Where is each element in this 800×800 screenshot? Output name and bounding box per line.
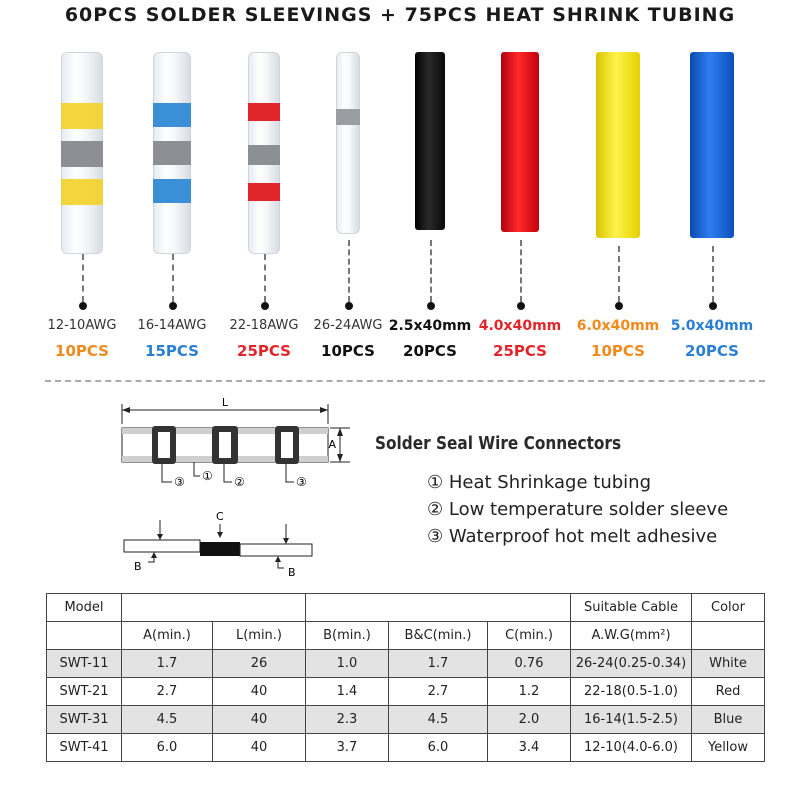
product-qty: 15PCS (145, 342, 199, 360)
table-cell: 40 (213, 734, 306, 762)
red-solder-sleeve-image (248, 52, 280, 254)
product-spec: 6.0x40mm (576, 318, 660, 334)
product-qty: 25PCS (493, 342, 547, 360)
product-spec: 12-10AWG (47, 318, 117, 333)
table-row (47, 650, 765, 678)
table-cell: 16-14(1.5-2.5) (571, 706, 692, 734)
label-C: C (216, 510, 224, 523)
product-qty: 10PCS (55, 342, 109, 360)
product-qty: 25PCS (237, 342, 291, 360)
table-cell: 1.4 (306, 678, 389, 706)
wire-joint-diagram (118, 508, 328, 580)
product-qty: 10PCS (321, 342, 375, 360)
header-cell: L(min.) (213, 622, 306, 650)
red-heat-shrink-tube-image (501, 52, 539, 232)
table-row (47, 678, 765, 706)
product-spec: 26-24AWG (313, 318, 383, 333)
table-cell: Red (692, 678, 765, 706)
label-A: A (328, 438, 336, 451)
page-title: 60PCS SOLDER SLEEVINGS + 75PCS HEAT SHRINK TUBING (64, 4, 736, 26)
callout-3-right: ③ (296, 475, 307, 489)
table-cell: 1.7 (122, 650, 213, 678)
header-cell: Color (692, 594, 765, 622)
table-cell: 1.0 (306, 650, 389, 678)
callout-3-left: ③ (174, 475, 185, 489)
table-cell: 2.7 (389, 678, 488, 706)
table-cell: White (692, 650, 765, 678)
header-cell: Model (47, 594, 122, 622)
yellow-solder-sleeve-image (61, 52, 103, 254)
table-cell: Yellow (692, 734, 765, 762)
label-L: L (221, 396, 229, 409)
table-cell: 40 (213, 706, 306, 734)
blue-heat-shrink-tube-image (690, 52, 734, 238)
product-spec: 22-18AWG (229, 318, 299, 333)
header-cell: C(min.) (488, 622, 571, 650)
product-qty: 10PCS (591, 342, 645, 360)
table-cell: 2.0 (488, 706, 571, 734)
table-cell: SWT-31 (47, 706, 122, 734)
table-cell: 6.0 (389, 734, 488, 762)
table-header-row-2 (47, 622, 765, 650)
table-cell: SWT-11 (47, 650, 122, 678)
table-row (47, 706, 765, 734)
label-B-left: B (134, 560, 142, 573)
header-cell (122, 594, 306, 622)
table-cell: 26 (213, 650, 306, 678)
callout-1: ① (202, 469, 213, 483)
product-qty: 20PCS (403, 342, 457, 360)
black-heat-shrink-tube-image (415, 52, 445, 230)
product-spec: 2.5x40mm (388, 318, 472, 334)
header-cell: Suitable Cable (571, 594, 692, 622)
label-B-right: B (288, 566, 296, 579)
product-spec: 16-14AWG (137, 318, 207, 333)
diagram-heading: Solder Seal Wire Connectors (375, 433, 622, 454)
header-cell (692, 622, 765, 650)
header-cell (306, 594, 571, 622)
header-cell: B(min.) (306, 622, 389, 650)
table-cell: SWT-21 (47, 678, 122, 706)
connector-diagram (100, 390, 370, 500)
table-cell: 4.5 (389, 706, 488, 734)
table-cell: 6.0 (122, 734, 213, 762)
table-cell: 3.4 (488, 734, 571, 762)
header-cell: A.W.G(mm²) (571, 622, 692, 650)
table-cell: 40 (213, 678, 306, 706)
table-cell: Blue (692, 706, 765, 734)
blue-solder-sleeve-image (153, 52, 191, 254)
section-divider (45, 380, 765, 382)
yellow-heat-shrink-tube-image (596, 52, 640, 238)
legend-item-hot-melt: ③ Waterproof hot melt adhesive (427, 526, 718, 547)
callout-2: ② (234, 475, 245, 489)
header-cell: B&C(min.) (389, 622, 488, 650)
header-cell (47, 622, 122, 650)
table-cell: 26-24(0.25-0.34) (571, 650, 692, 678)
product-qty: 20PCS (685, 342, 739, 360)
spec-table (46, 593, 765, 762)
product-spec: 5.0x40mm (670, 318, 754, 334)
table-row (47, 734, 765, 762)
table-cell: 2.3 (306, 706, 389, 734)
header-cell: A(min.) (122, 622, 213, 650)
table-cell: 3.7 (306, 734, 389, 762)
table-cell: 22-18(0.5-1.0) (571, 678, 692, 706)
table-cell: 2.7 (122, 678, 213, 706)
table-cell: 1.7 (389, 650, 488, 678)
legend-item-heat-shrink: ① Heat Shrinkage tubing (427, 472, 652, 493)
product-spec: 4.0x40mm (478, 318, 562, 334)
table-cell: 12-10(4.0-6.0) (571, 734, 692, 762)
table-header-row-1 (47, 594, 765, 622)
table-cell: 1.2 (488, 678, 571, 706)
legend-item-solder-sleeve: ② Low temperature solder sleeve (427, 499, 729, 520)
table-cell: 0.76 (488, 650, 571, 678)
table-cell: SWT-41 (47, 734, 122, 762)
table-cell: 4.5 (122, 706, 213, 734)
white-solder-sleeve-image (336, 52, 360, 234)
